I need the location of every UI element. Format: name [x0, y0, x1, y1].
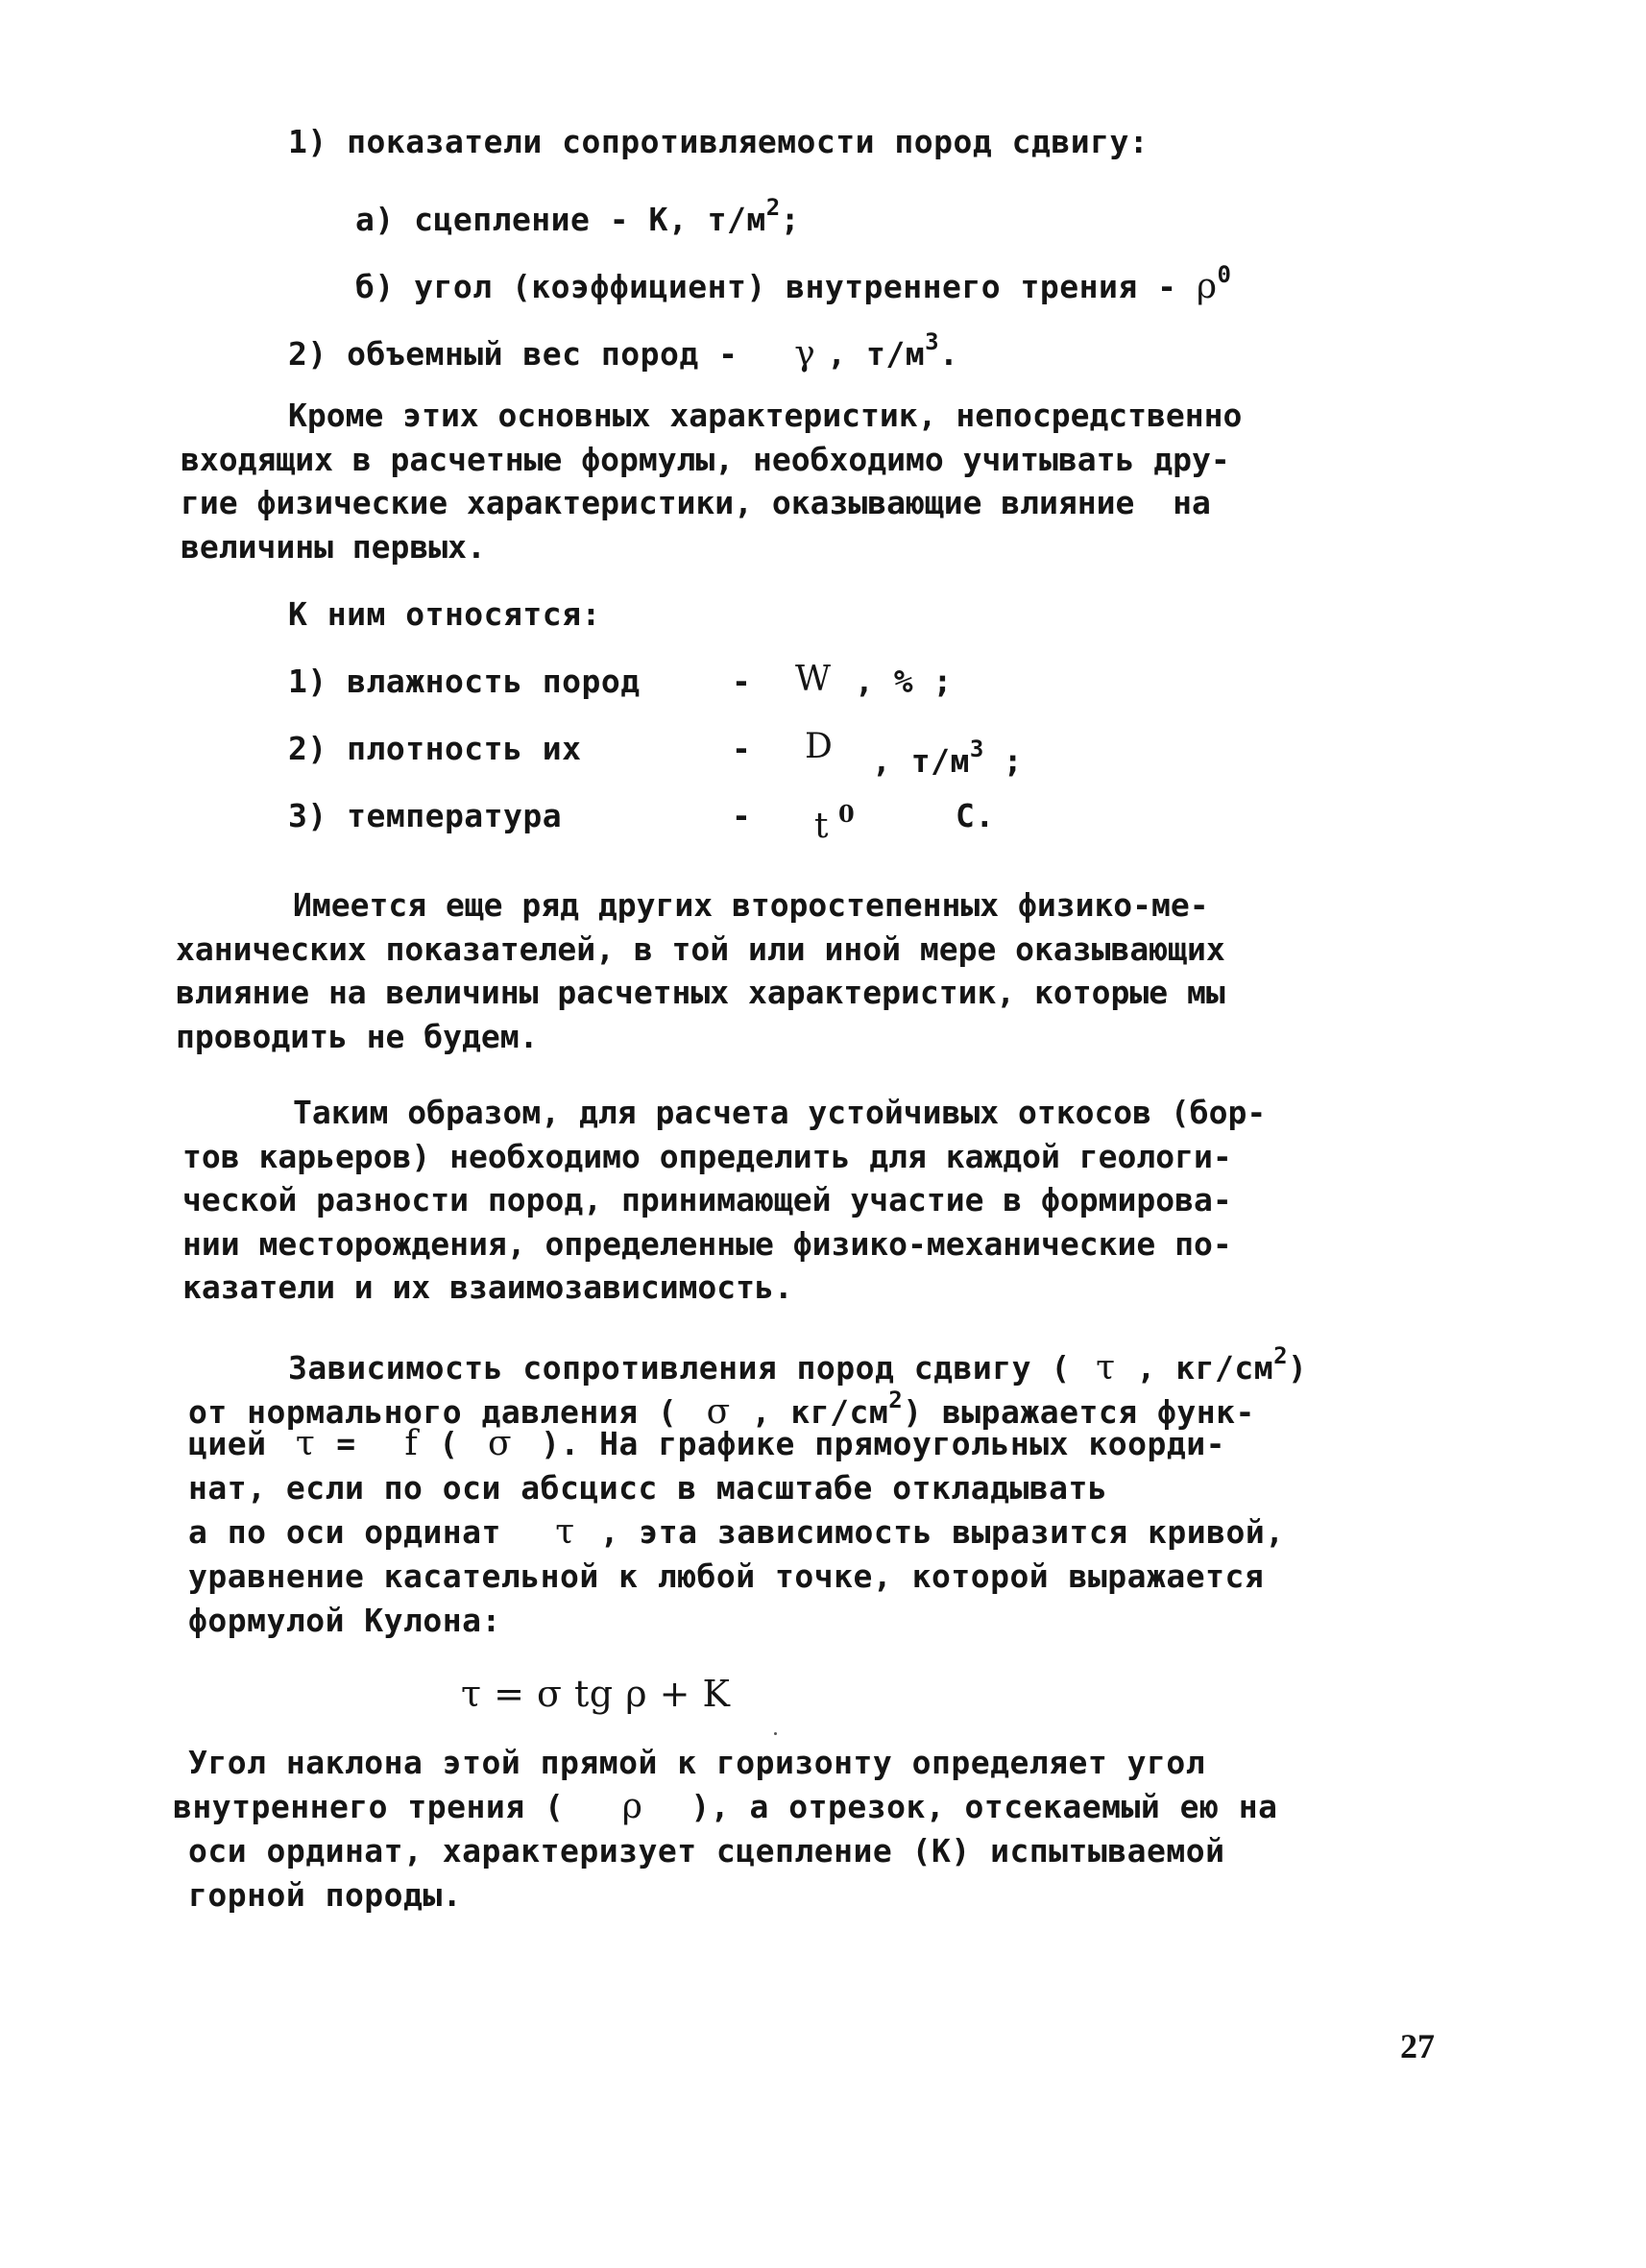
rho-symbol: ρ [621, 1787, 643, 1826]
p4l1-a: Зависимость сопротивления пород сдвигу ( [288, 1349, 1071, 1387]
p4l3-eq: = [336, 1425, 356, 1462]
paragraph-5-line-4: горной породы. [188, 1876, 463, 1914]
list2-item2-unit-text: , т/м [872, 742, 970, 780]
list2-item2-sup: 3 [969, 736, 984, 762]
list1-item2-tail: . [939, 335, 959, 373]
tau-symbol: τ [295, 1424, 316, 1463]
list1-item1a-sup: 2 [765, 194, 781, 221]
paragraph-2-line-1: Имеется еще ряд других второстепенных физико-ме- [293, 886, 1209, 924]
list2-item2-dash: - [732, 730, 752, 767]
tau-symbol: τ [555, 1512, 575, 1552]
list2-item3-unit: C. [956, 797, 995, 834]
page-number: 27 [1400, 2027, 1435, 2065]
list1-item1b-text: б) угол (коэффициент) внутреннего трения - [355, 268, 1177, 305]
list2-item1-unit: , % ; [855, 663, 953, 700]
rho-symbol: ρ [1196, 267, 1218, 306]
p4l2-a: от нормального давления ( [188, 1393, 678, 1431]
p4l3-a: цией [188, 1425, 267, 1462]
moisture-symbol: W [795, 660, 832, 699]
tau-symbol: τ [1096, 1348, 1116, 1387]
p4l2-c: ) выражается функ- [903, 1393, 1255, 1431]
list2-item2-unit [872, 730, 1023, 781]
paragraph-5-line-3: оси ординат, характеризует сцепление (К) испытываемой [188, 1832, 1225, 1870]
p5l2-b: ), а отрезок, отсекаемый ею на [690, 1788, 1278, 1825]
list2-item3-label: 3) температура [288, 797, 563, 834]
paragraph-4-line-5 [188, 1513, 1285, 1552]
p4l2-b: , кг/см [751, 1393, 889, 1431]
p4l1-c: ) [1288, 1349, 1308, 1387]
paragraph-4-line-6: уравнение касательной к любой точке, которой выражается [188, 1557, 1265, 1595]
list2-item2-label: 2) плотность их [288, 730, 582, 767]
paragraph-1-line-3: гие физические характеристики, оказывающие влияние на [181, 484, 1211, 521]
density-symbol: D [805, 727, 834, 766]
list2-item3-dash: - [732, 797, 752, 834]
paragraph-1-line-4: величины первых. [181, 527, 486, 566]
coulomb-formula: τ = σ tg ρ + K [461, 1673, 731, 1715]
sigma-symbol: σ [706, 1392, 731, 1432]
list1-item1a-text: а) сцепление - К, т/м [355, 201, 766, 238]
paragraph-5-line-1: Угол наклона этой прямой к горизонту определяет угол [188, 1744, 1206, 1781]
list2-intro: К ним относятся: [288, 595, 601, 633]
paragraph-3-line-3: ческой разности пород, принимающей участие в формирова- [182, 1181, 1232, 1218]
paragraph-3-line-1: Таким образом, для расчета устойчивых откосов (бор- [293, 1094, 1267, 1131]
list2-item1-label: 1) влажность пород [288, 663, 641, 700]
paragraph-4-line-7: формулой Кулона: [188, 1602, 501, 1639]
function-symbol: f [404, 1424, 419, 1463]
list1-item2-sup: 3 [925, 328, 940, 355]
paragraph-2 [176, 883, 1225, 1058]
paragraph-2-line-2: ханических показателей, в той или иной мере оказывающих [176, 929, 1225, 968]
list1-item1a [355, 188, 800, 239]
list1-item2-text: 2) объемный вес пород - [288, 335, 738, 373]
p5l2-a: внутреннего трения ( [173, 1788, 565, 1825]
temperature-letter: t [814, 807, 829, 846]
paragraph-1-line-1: Кроме этих основных характеристик, непосредственно [288, 397, 1243, 434]
paragraph-3 [182, 1091, 1266, 1310]
temperature-symbol [814, 795, 855, 846]
paragraph-2-line-4: проводить не будем. [176, 1017, 539, 1055]
paragraph-3-line-4: нии месторождения, определенные физико-механические по- [182, 1224, 1232, 1263]
p4l1-b: , кг/см [1136, 1349, 1274, 1387]
list1-item2 [288, 323, 958, 374]
list1-item1a-tail: ; [780, 201, 801, 238]
paragraph-5-line-2 [173, 1788, 1277, 1826]
list1-item1: 1) показатели сопротивляемости пород сдвигу: [288, 123, 1150, 160]
p4l3-b: ). На графике прямоугольных коорди- [541, 1425, 1225, 1462]
paragraph-1 [181, 394, 1242, 568]
gamma-symbol: γ [794, 334, 816, 374]
paragraph-4-line-3: цией τ = f ( σ ). На графике прямоугольных коорди- [188, 1424, 1225, 1463]
paragraph-1-line-2: входящих в расчетные формулы, необходимо учитывать дру- [181, 440, 1230, 478]
paragraph-4-line-4: нат, если по оси абсцисс в масштабе откладывать [188, 1469, 1108, 1507]
stray-dot [774, 1732, 777, 1735]
paragraph-2-line-3: влияние на величины расчетных характеристик, которые мы [176, 974, 1225, 1011]
list1-item2-unit: , т/м [827, 335, 926, 373]
p4l2-sup: 2 [888, 1387, 904, 1413]
paragraph-3-line-2: тов карьеров) необходимо определить для каждой геологи- [182, 1137, 1232, 1175]
list1-item1b [355, 255, 1231, 306]
list2-item1-dash: - [732, 663, 752, 700]
paragraph-3-line-5: казатели и их взаимозависимость. [182, 1268, 793, 1306]
list2-item2-tail: ; [1003, 742, 1024, 780]
list2-item3-sup: 0 [837, 800, 856, 828]
sigma-symbol: σ [487, 1424, 513, 1463]
p4l1-sup: 2 [1273, 1342, 1289, 1369]
list1-item1b-sup: 0 [1217, 261, 1232, 288]
p4l5-b: , эта зависимость выразится кривой, [599, 1513, 1285, 1551]
p4l5-a: а по оси ординат [188, 1513, 501, 1551]
